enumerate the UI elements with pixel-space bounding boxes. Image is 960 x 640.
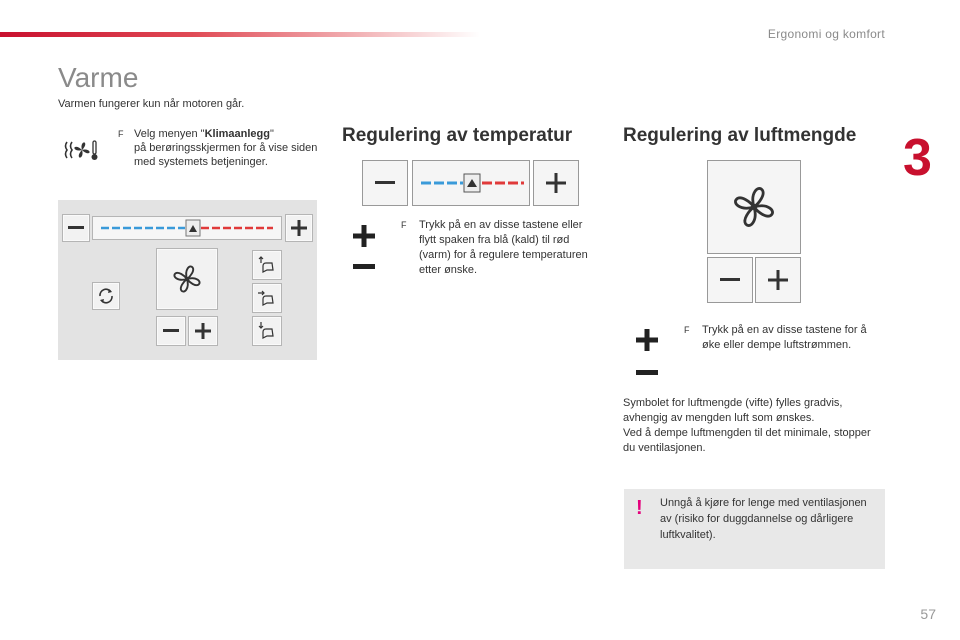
- bullet-marker: F: [684, 325, 690, 335]
- menu-instruction-prefix: Velg menyen ": [134, 128, 205, 140]
- menu-name: Klimaanlegg: [204, 128, 270, 140]
- temperature-heading: Regulering av temperatur: [342, 125, 573, 146]
- plus-icon: [768, 270, 788, 290]
- fan-plus-key[interactable]: [755, 257, 801, 303]
- page-number: 57: [920, 606, 936, 622]
- warning-text: Unngå å kjøre for lenge med ventilasjonen av (risiko for duggdannelse og dårligere luftkvalitet).: [660, 497, 867, 541]
- temperature-scale-icon: [416, 170, 526, 196]
- airflow-instruction: [684, 323, 884, 353]
- airflow-description-2: Ved å dempe luftmengden til det minimale, stopper du ventilasjonen.: [623, 427, 871, 454]
- bullet-marker: F: [118, 129, 124, 139]
- air-distribution-up-button[interactable]: [252, 250, 282, 280]
- chapter-number: 3: [903, 129, 932, 187]
- bullet-marker: F: [401, 220, 407, 230]
- airflow-heading: Regulering av luftmengde: [623, 125, 857, 146]
- minus-icon: [720, 278, 740, 282]
- fan-increase-button[interactable]: [188, 316, 218, 346]
- temp-slider-key[interactable]: [412, 160, 530, 206]
- minus-icon: [68, 226, 84, 230]
- page-title: Varme: [58, 62, 139, 93]
- fan-speed-display: [156, 248, 218, 310]
- plus-icon: [636, 329, 658, 351]
- fan-minus-key[interactable]: [707, 257, 753, 303]
- plus-icon: [195, 323, 211, 339]
- temp-increase-button[interactable]: [285, 214, 313, 242]
- temp-minus-key[interactable]: [362, 160, 408, 206]
- climate-screen-illustration: [58, 200, 317, 360]
- fan-decrease-button[interactable]: [156, 316, 186, 346]
- minus-icon: [636, 370, 658, 376]
- temperature-slider[interactable]: [92, 216, 282, 240]
- airflow-description-1: Symbolet for luftmengde (vifte) fylles gradvis, avhengig av mengden luft som ønskes.: [623, 397, 843, 424]
- airflow-description: [623, 396, 883, 456]
- warning-box: [624, 489, 885, 569]
- fan-icon: [726, 179, 782, 235]
- plus-icon: [353, 225, 375, 247]
- air-distribution-center-button[interactable]: [252, 283, 282, 313]
- temp-plus-key[interactable]: [533, 160, 579, 206]
- airflow-instruction-text: Trykk på en av disse tastene for å øke eller dempe luftstrømmen.: [702, 324, 867, 351]
- minus-icon: [353, 264, 375, 270]
- minus-icon: [163, 329, 179, 333]
- recirculation-button[interactable]: [92, 282, 120, 310]
- recirculation-icon: [97, 287, 115, 305]
- plus-icon: [546, 173, 566, 193]
- temperature-instruction-text: Trykk på en av disse tastene eller flytt spaken fra blå (kald) til rød (varm) for å regulere temperaturen etter ønske.: [419, 219, 588, 276]
- menu-instruction: [118, 127, 323, 169]
- plus-icon: [291, 220, 307, 236]
- seat-airflow-center-icon: [257, 288, 277, 308]
- warning-icon: !: [636, 497, 643, 519]
- minus-icon: [375, 181, 395, 185]
- menu-instruction-suffix: ": [269, 128, 274, 140]
- climate-menu-icon: [63, 138, 99, 162]
- intro-subtitle: Varmen fungerer kun når motoren går.: [58, 98, 245, 110]
- air-distribution-down-button[interactable]: [252, 316, 282, 346]
- seat-airflow-up-icon: [257, 255, 277, 275]
- header-accent-bar: [0, 32, 480, 37]
- menu-instruction-rest: på berøringsskjermen for å vise siden med systemets betjeninger.: [134, 142, 318, 168]
- chapter-title: Ergonomi og komfort: [767, 27, 885, 41]
- seat-airflow-down-icon: [257, 321, 277, 341]
- temperature-instruction: [401, 218, 591, 278]
- temp-decrease-button[interactable]: [62, 214, 90, 242]
- temperature-scale-icon: [93, 217, 281, 239]
- fan-display-key: [707, 160, 801, 254]
- fan-icon: [168, 260, 206, 298]
